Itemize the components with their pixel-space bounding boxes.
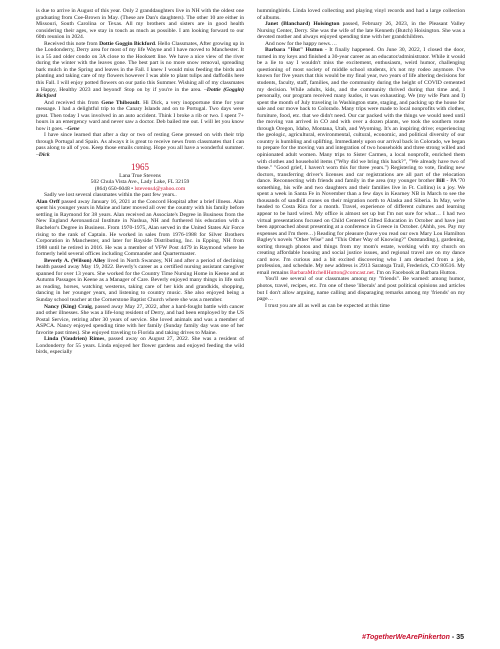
class-correspondent-contact: (864) 650-6048 • lstevens4@yahoo.com (94, 185, 186, 192)
classmate-name: Alan Orff (36, 198, 60, 205)
email-link[interactable]: lstevens4@yahoo.com (134, 185, 186, 192)
signature: Dottie (Goggin) Bickford (36, 86, 245, 100)
paragraph: Linda (Vaudrien) Rimes, passed away on August 27, 2022. She was a resident of Londonderry for 55 years. Linda enjoyed her flower gardens and enjoyed feeding the wild birds, especially (36, 336, 244, 356)
signature: Dick (38, 152, 50, 159)
paragraph: I trust you are all as well as can be expected at this time (265, 302, 390, 309)
classmate-name: Dottie Goggin Bickford (99, 40, 156, 47)
paragraph: Janet (Blanchard) Hoisington passed, February 26, 2023, in the Pleasant Valley Nursing Center, Derry. She was the wife of the late Kenneth (Butch) Hoisington. She was a devoted mother and always enjoyed spending time with her grandchildren. (257, 21, 465, 41)
left-column (36, 8, 244, 356)
paragraph: Beverly A. (Wilson) Alley lived in North Swanzey, NH and after a period of declining health passed away May 19, 2022. Beverly's career as a certified nursing assistant caregiver spanned for over 13 years. She worked for the Country Time Nursing Home in Keene and at Autumn Passages in Keene as a Manager of Care. Beverly enjoyed many things in life such as reading, horses, watching westerns, taking care of her kids and grandkids, shopping, dancing in her younger years, and listening to country music. She also enjoyed being a Sunday school teacher at the Cornerstone Baptist Church where she was a member. (36, 257, 244, 303)
paragraph: And received this from Gene Thibeault. Hi Dick, a very inopportune time for your message. I had a delightful trip to the Canary Islands and on to Portugal. Two days were great. Then today I was involved in an auto accident. Think I broke a rib or two. I spent 7+ hours in an emergency ward and never saw a doctor. Deb bailed me out. I will let you know how it goes. –Gene (36, 99, 244, 132)
paragraph: Sadly we lost several classmates within the past few years.. (44, 192, 177, 199)
footer-hashtag: #TogetherWeArePinkerton (362, 634, 450, 641)
paragraph: Received this note from Dottie Goggin Bickford. Hello Classmates, After growing up in the Londonderry, Derry area for most of my life Wayne and I have moved to Manchester. It is a 55 and older condo on 3A close to the Hooksett line. We have a nice view of the river during the winter with the leaves gone. The best part is no more snow removal, spreading bark mulch in the Spring and leaves in the Fall. I knew I would miss feeding the birds and planting and taking care of my flowers however I was able to plant tulips and daffodils here this Fall. I will enjoy potted flowers on our patio this Summer. Wishing all of my classmates a Happy, Healthy 2023 and beyond! Stop on by if you're in the area. –Dottie (Goggin) Bickford (36, 40, 245, 100)
classmate-name: Nancy (King) Craig (44, 303, 92, 310)
right-column (257, 8, 465, 309)
classmate-name: Barbara "Hut" Hutton (265, 47, 323, 54)
paragraph: I have since learned that after a day or two of resting Gene pressed on with their trip through Portugal and Spain. As always it is great to receive news from classmates that I can pass along to all of you. Keep those emails coming. Hope you all have a wonderful summer. –Dick (36, 132, 244, 159)
class-year-heading: 1965 (131, 161, 149, 172)
paragraph: Nancy (King) Craig, passed away May 27, 2022, after a hard-fought battle with cancer and other illnesses. She was a life-long resident of Derry, and had been employed by the US Postal Service, retiring after 30 years of service. She loved animals and was a member of ASPCA. Nancy enjoyed spending time with her family (Sunday family day was one of her favorite past times). She enjoyed traveling to Florida and taking drives to Maine. (36, 303, 244, 336)
paragraph: is due to arrive in August of this year. Only 2 granddaughters live in NH with the oldest one graduating from Coe-Brown in May. (These are Dan's daughters). The other 10 are either in Missouri, South Carolina or Texas. All my brothers and sisters are in good health considering their ages, we stay in touch as much as possible. I am looking forward to our 60th reunion in 2024. (36, 8, 244, 41)
phone-number: (864) 650-6048 (94, 185, 130, 192)
page-footer (362, 634, 464, 641)
page-number: 35 (456, 634, 464, 641)
paragraph: You'll see several of our classmates among my "friends". Be warned: among humor, photos, travel, recipes, etc. I'm one of these 'liberals' and post political opinions and articles but I don't allow arguing, name calling and disparaging remarks among my 'friends' on my page… (257, 276, 465, 303)
classmate-name: Beverly A. (Wilson) Alley (44, 257, 106, 264)
footer-separator: - (449, 634, 457, 641)
email-link[interactable]: BarbaraMitchellHutton@comcast.net (289, 269, 374, 276)
class-correspondent-address: 502 Chula Vista Ave., Lady Lake, FL 32159 (90, 179, 190, 186)
paragraph: hummingbirds. Linda loved collecting and playing vinyl records and had a large collection of albums. (257, 8, 465, 21)
paragraph: And now for the happy news…. (265, 40, 337, 47)
paragraph: Barbara "Hut" Hutton - It finally happened. On June 30, 2022, I closed the door, turned in my keys and finished a 30-year career as an educator/administrator. While it would be a lie to say I wouldn't miss the excitement, enthusiasm, weird humor, challenging questioning of most society of middle school students, it's not my rodeo anymore. I've known for five years that this would be my final year, two years of life altering decisions for students, faculty, staff, families, and the community during the height of COVID cemented my decision. While adults, kids, and the community thrived during that time and, I personally, our program received many kudos, it was exhausting. We (my wife Pam and I) spent the month of July traveling in Washington state, staging, and packing up the house for sale and our move back to Colorado. Many trips were made to local nonprofits with clothes, furniture, food, etc. that we didn't need. Our car packed with the things we would need until the moving van arrived in CO and with over a dozen plants, we took the southern route through Oregon, Idaho, Montana, Utah, and Wyoming. It's an inspiring drive; experiencing the geologic, agricultural, environmental, cultural, economic, and political diversity of our country is humbling and uplifting. Immediately upon our arrival back in Colorado, we began to prepare for the moving van and integration of two households and three strong willed and opinionated adult women. Many trips to Sister Carmen, a local nonprofit, enriched them with clothes and household items ("Why did we bring this back?", "We already have two of these." "Good grief, I haven't worn this for three years.") Registering to vote, finding new doctors, transferring driver's licenses and car registrations are all part of the relocation dance. Reconnecting with friends and family in the area (my younger brother Bill - PA '70 something, his wife and two daughters and their families live in Ft. Collins) is a joy. We spent a week in Santa Fe in November than a few days in Kearney NB in March to see the thousands of sandhill cranes on their migration north to Alaska and Siberia. In May, we're headed to Costa Rica for a month. Travel, experience of different cultures and learning appear to be hard wired. My office is almost set up but I'm not sure for what… I had two virtual presentations focused on Child Centered Gifted Education in October and have just been approached about presenting at a conference in Greece in October. (Ahhh, yes. Pay my expenses and I'm there…) Reading for pleasure (have you read our own Mary Lou Hamilton Bagley's novels "Other Wise" and "This Other Way of Knowing?" Outstanding.), gardening, sorting through photos and things from my mom's estate, working with my church on creating affordable housing and social justice issues, and regional travel are on my dance card now. I'm curious and a bit excited discovering who I am detached from a job, profession, and schedule. My new address is 2913 Saratoga Trail, Frederick, CO 80516. My email remains BarbaraMitchellHutton@comcast.net. I'm on Facebook at Barbara Hutton. (257, 47, 465, 276)
paragraph: Alan Orff passed away January 16, 2021 at the Concord Hospital after a brief illness. Alan spent his younger years in Maine and later moved all over the country with his family before settling in Raymond for 38 years. Alan received an Associate's Degree in Business from the New England Aeronautical Institute in Nashua, NH and furthered his education with a Bachelor's Degree in Business. From 1970-1975, Alan served in the United States Air Force rising to the rank of Captain. He worked in sales from 1976-1988 for Silver Brothers Corporation in Manchester, and later for Bayside Distributing, Inc. in Epping, NH from 1988 until he retired in 2016. He was a member of VFW Post 4479 in Raymond where he formerly held several offices including Commander and Quartermaster. (36, 198, 244, 258)
classmate-name: Bill (436, 178, 445, 185)
classmate-name: Janet (Blanchard) Hoisington (265, 21, 340, 28)
class-correspondent-name: Lana True Stevens (119, 172, 161, 179)
classmate-name: Gene Thibeault (101, 99, 140, 106)
classmate-name: Linda (Vaudrien) Rimes (44, 336, 105, 343)
signature: Gene (67, 125, 80, 132)
